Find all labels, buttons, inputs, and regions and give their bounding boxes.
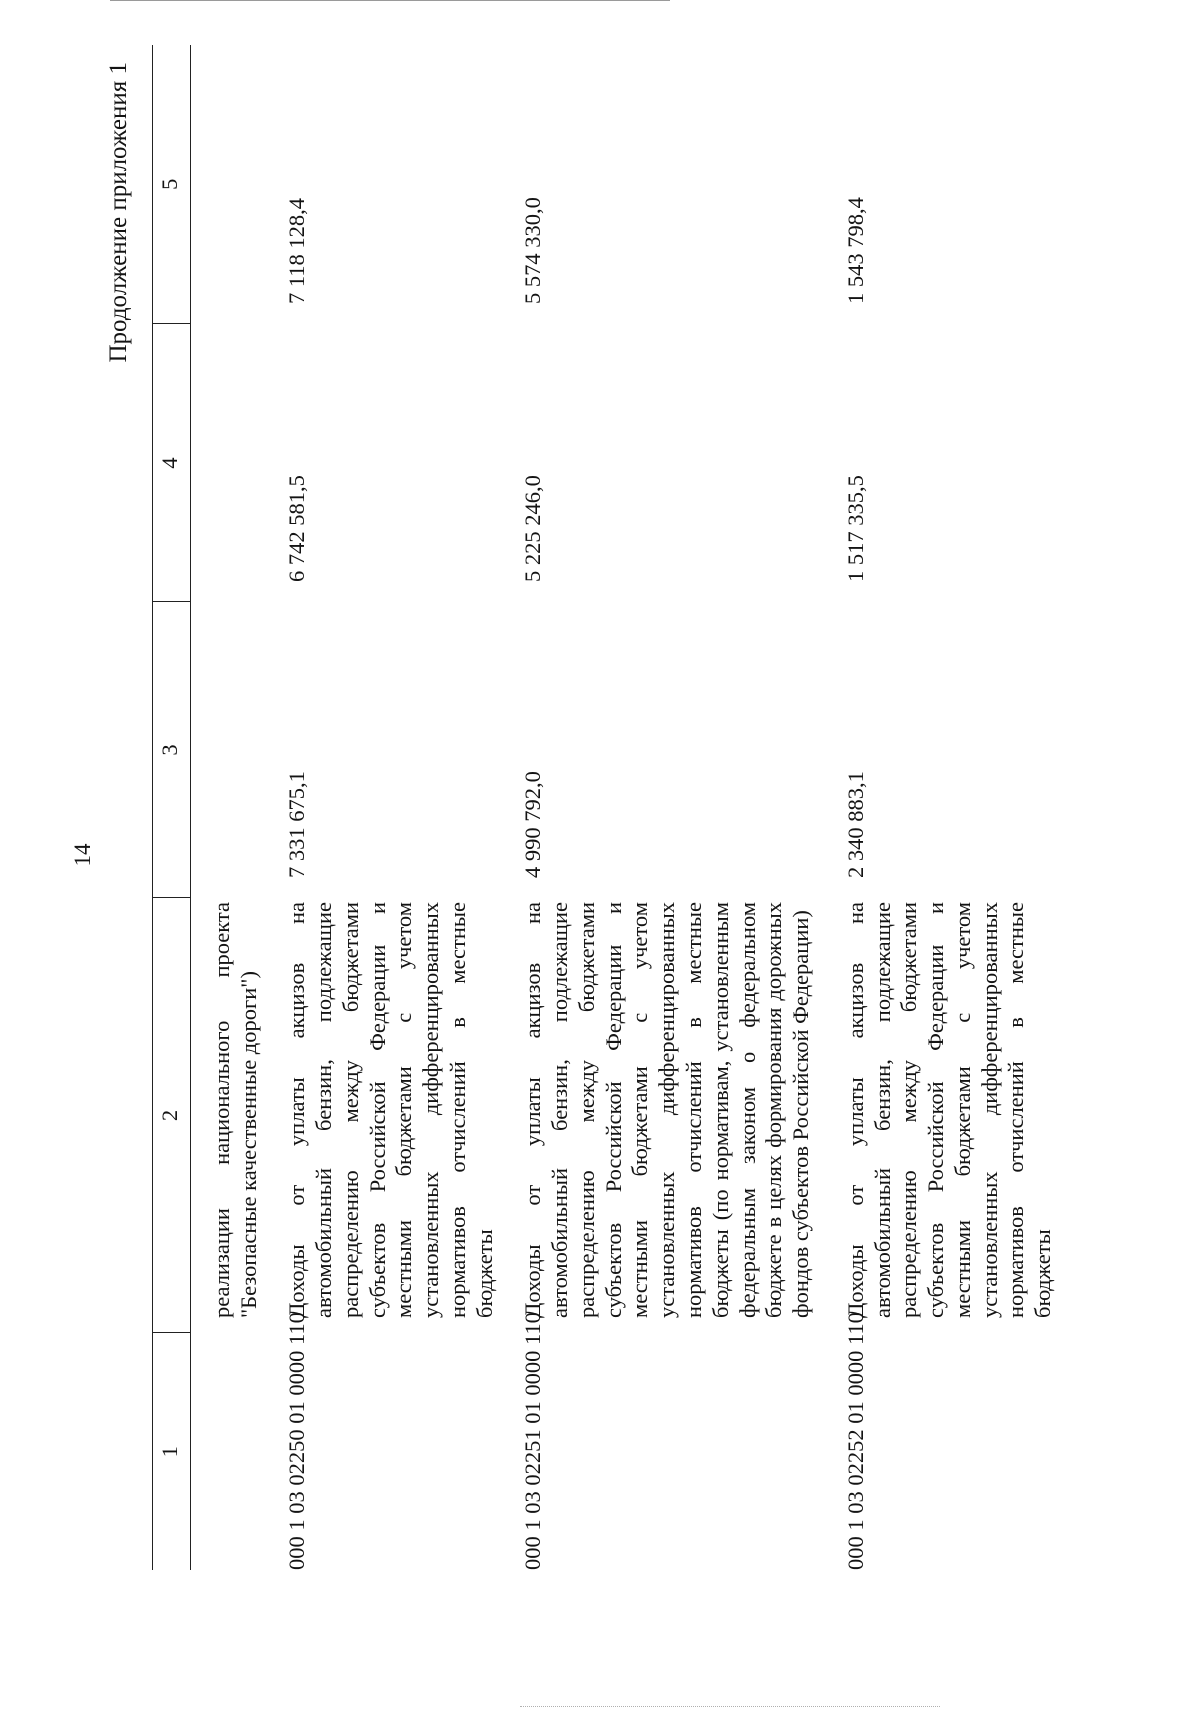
column-header-4: 4 xyxy=(153,324,191,602)
continuation-label: Продолжение приложения 1 xyxy=(105,62,132,363)
revenue-description: Доходы от уплаты акцизов на автомобильный бензин, подлежащие распределению между бюджетами субъектов Российской Федерации и местными бюджетами с учетом установленных дифференцированных нормативов отчислений в местные бюджеты (по нормативам, установленным федеральным законом о федеральном бюджете в целях формирования дорожных фондов субъектов Российской Федерации) xyxy=(520,902,814,1318)
description-line: "Безопасные качественные дороги") xyxy=(235,971,261,1318)
header-row xyxy=(153,45,191,1570)
value-col4 xyxy=(190,324,284,602)
value-col4: 6 742 581,5 xyxy=(284,475,310,582)
value-col4: 5 225 246,0 xyxy=(520,475,546,582)
table-row xyxy=(190,45,284,1570)
page-number: 14 xyxy=(70,843,95,867)
budget-code: 000 1 03 02251 01 0000 110 xyxy=(520,1312,546,1570)
column-header-2: 2 xyxy=(153,898,191,1333)
budget-code: 000 1 03 02250 01 0000 110 xyxy=(284,1312,310,1570)
revenue-description: Доходы от уплаты акцизов на автомобильный бензин, подлежащие распределению между бюджетами субъектов Российской Федерации и местными бюджетами с учетом установленных дифференцированных нормативов отчислений в местные бюджеты xyxy=(842,902,1056,1318)
column-header-3: 3 xyxy=(153,602,191,898)
value-col3: 4 990 792,0 xyxy=(520,771,546,878)
value-col3 xyxy=(190,602,284,898)
table-row xyxy=(843,45,1057,1570)
column-header-1: 1 xyxy=(153,1333,191,1570)
value-col4: 1 517 335,5 xyxy=(842,475,868,582)
budget-code xyxy=(190,1333,284,1570)
value-col5: 1 543 798,4 xyxy=(842,197,868,304)
revenue-table xyxy=(152,45,1057,1570)
value-col3: 7 331 675,1 xyxy=(284,771,310,878)
table-row xyxy=(520,45,842,1570)
table-row xyxy=(284,45,520,1570)
value-col5: 7 118 128,4 xyxy=(284,197,310,304)
revenue-description xyxy=(190,898,284,1333)
budget-code: 000 1 03 02252 01 0000 110 xyxy=(842,1312,868,1570)
column-header-5: 5 xyxy=(153,45,191,324)
revenue-description: Доходы от уплаты акцизов на автомобильный бензин, подлежащие распределению между бюджетами субъектов Российской Федерации и местными бюджетами с учетом установленных дифференцированных нормативов отчислений в местные бюджеты xyxy=(284,902,497,1318)
value-col3: 2 340 883,1 xyxy=(842,771,868,878)
description-line: реализации национального проекта xyxy=(208,902,234,1318)
value-col5 xyxy=(190,45,284,324)
value-col5: 5 574 330,0 xyxy=(520,197,546,304)
